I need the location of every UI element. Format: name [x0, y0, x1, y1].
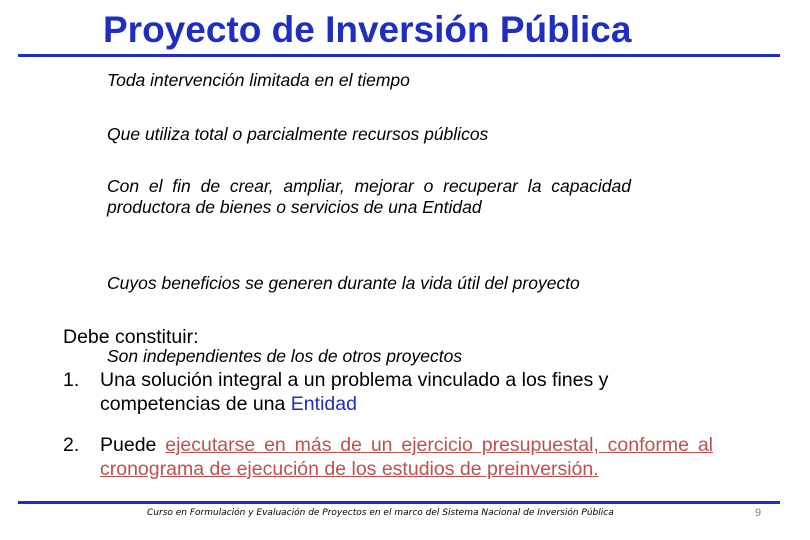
list-item-number: 1.	[63, 369, 80, 391]
list-item-number: 2.	[63, 434, 80, 456]
definition-3: Con el fin de crear, ampliar, mejorar o recuperar la capacidad productora de bienes o servicios de una Entidad	[107, 176, 631, 217]
list-item-text-plain: Una solución integral a un problema vinculado a los fines y competencias de una	[100, 369, 609, 415]
definition-2: Que utiliza total o parcialmente recursos públicos	[107, 124, 489, 144]
definition-4: Cuyos beneficios se generen durante la vida útil del proyecto	[107, 273, 580, 293]
slide-title: Proyecto de Inversión Pública	[103, 9, 632, 50]
debe-constituir-heading: Debe constituir:	[63, 326, 199, 348]
footer-rule	[18, 501, 780, 504]
list-item-text	[100, 368, 713, 416]
ejecutarse-highlight: ejecutarse en más de un ejercicio presupuestal, conforme al cronograma de ejecución de los estudios de preinversión.	[100, 434, 713, 480]
page-number: 9	[755, 507, 762, 519]
definition-1: Toda intervención limitada en el tiempo	[107, 70, 410, 90]
list-item-2	[63, 433, 713, 481]
footer-course-text: Curso en Formulación y Evaluación de Proyectos en el marco del Sistema Nacional de Inversión Pública	[147, 508, 614, 518]
list-item-text	[100, 433, 713, 481]
entidad-highlight: Entidad	[290, 393, 357, 415]
list-item-text-plain: Puede	[100, 434, 166, 456]
overlapping-independence-line: Son independientes de los de otros proyectos	[107, 346, 463, 366]
list-item-1	[63, 368, 713, 416]
title-underline-rule	[18, 54, 780, 57]
